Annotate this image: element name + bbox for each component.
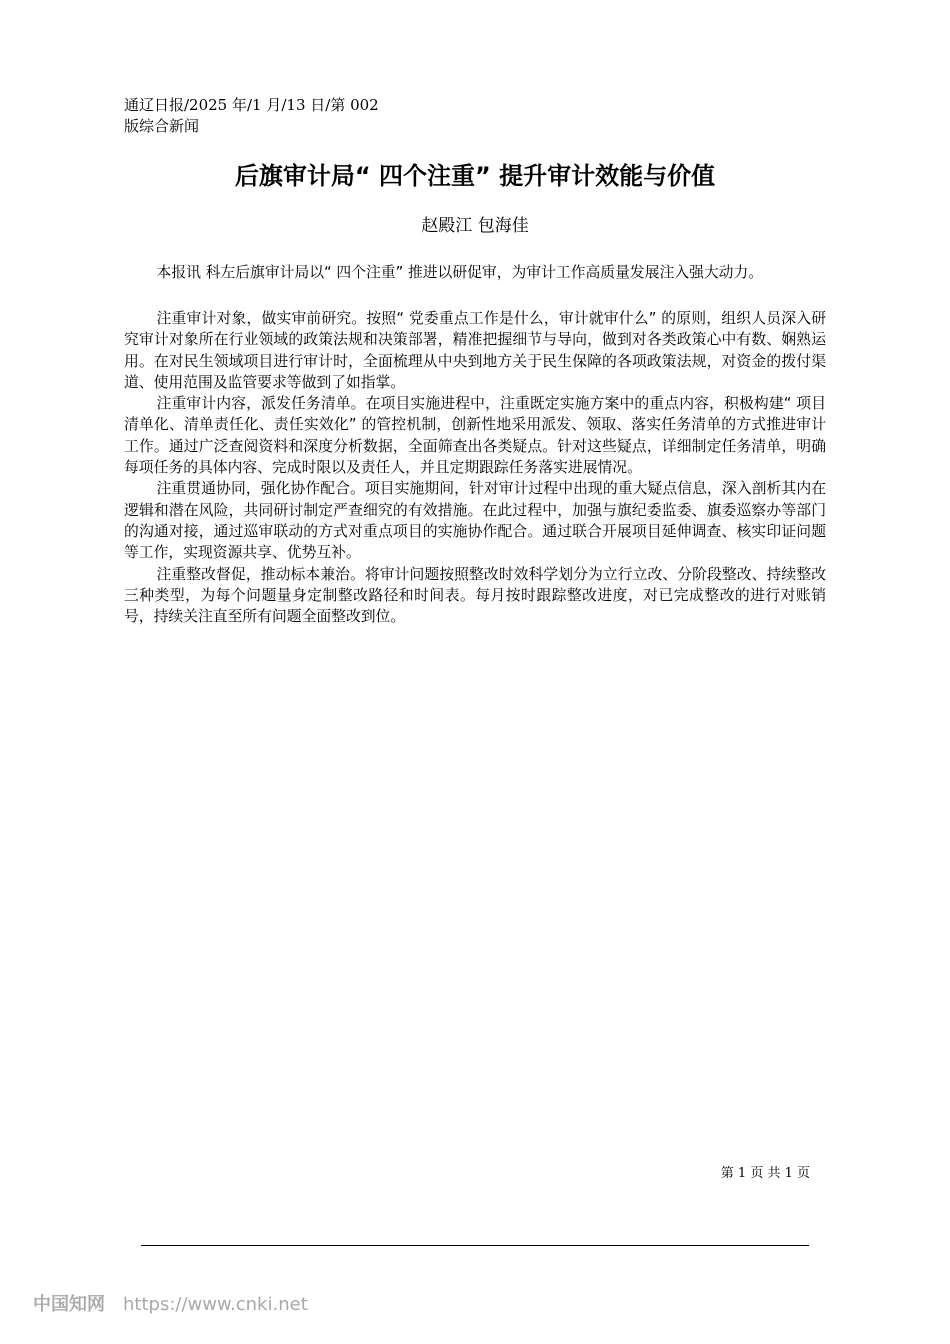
article-title: 后旗审计局“ 四个注重” 提升审计效能与价值 [234, 162, 716, 190]
article-lead: 本报讯 科左后旗审计局以“ 四个注重” 推进以研促审，为审计工作高质量发展注入强大动力。 [156, 264, 764, 281]
body-paragraph: 注重贯通协同，强化协作配合。项目实施期间，针对审计过程中出现的重大疑点信息，深入剖析其内在逻辑和潜在风险，共同研讨制定严查细究的有效措施。在此过程中，加强与旗纪委监委、旗委巡察办等部门的沟通对接，通过巡审联动的方式对重点项目的实施协作配合。通过联合开展项目延伸调查、核实印证问题等工作，实现资源共享、优势互补。 [124, 480, 826, 562]
cnki-url: https://www.cnki.net [123, 1294, 308, 1315]
body-paragraph: 注重审计内容，派发任务清单。在项目实施进程中，注重既定实施方案中的重点内容，积极构建“ 项目清单化、清单责任化、责任实效化” 的管控机制，创新性地采用派发、领取、落实任务清单的方式推进审计工作。通过广泛查阅资料和深度分析数据，全面筛查出各类疑点。针对这些疑点，详细制定任务清单，明确每项任务的具体内容、完成时限以及责任人，并且定期跟踪任务落实进展情况。 [124, 395, 826, 477]
cnki-logo-text: 中国知网 [33, 1294, 105, 1315]
cnki-watermark [33, 1293, 308, 1317]
footer-divider [141, 1245, 809, 1246]
page-indicator: 第 1 页 共 1 页 [720, 1166, 810, 1181]
body-paragraph: 注重审计对象，做实审前研究。按照“ 党委重点工作是什么，审计就审什么” 的原则，组织人员深入研究审计对象所在行业领域的政策法规和决策部署，精准把握细节与导向，做到对各类政策心中有数、娴熟运用。在对民生领域项目进行审计时，全面梳理从中央到地方关于民生保障的各项政策法规，对资金的拨付渠道、使用范围及监管要求等做到了如指掌。 [124, 310, 826, 391]
body-paragraph: 注重整改督促，推动标本兼治。将审计问题按照整改时效科学划分为立行立改、分阶段整改、持续整改三种类型，为每个问题量身定制整改路径和时间表。每月按时跟踪整改进度，对已完成整改的进行对账销号，持续关注直至所有问题全面整改到位。 [124, 565, 826, 626]
article-authors: 赵殿江 包海佳 [421, 216, 529, 236]
article-body [124, 308, 826, 627]
source-line: 通辽日报/2025 年/1 月/13 日/第 002 版综合新闻 [124, 96, 379, 135]
